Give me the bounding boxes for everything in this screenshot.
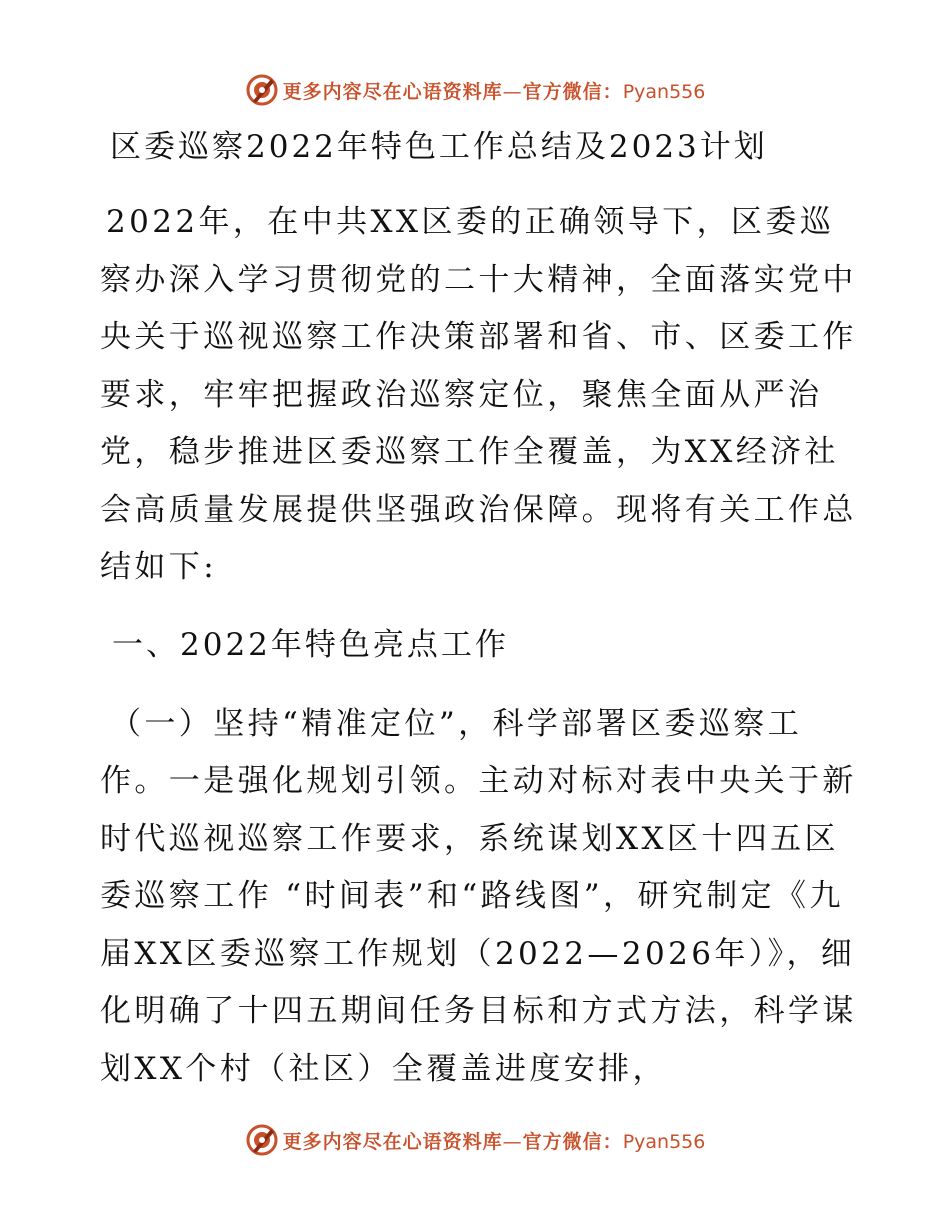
pen-logo-icon xyxy=(245,1123,279,1157)
watermark-text: 更多内容尽在心语资料库—官方微信：Pyan556 xyxy=(282,1130,706,1153)
document-body xyxy=(100,122,860,1098)
watermark-banner-top xyxy=(0,70,950,110)
section-heading: 一、2022年特色亮点工作 xyxy=(112,626,509,663)
section-paragraph: （一）坚持“精准定位”，科学部署区委巡察工作。一是强化规划引领。主动对标对表中央关于新时代巡视巡察工作要求，系统谋划XX区十四五区委巡察工作 “时间表”和“路线图”，研究制定《九届XX区委巡察工作规划（2022—2026年）》，细化明确了十四五期间任务目标和方式方法，科学谋划XX个村（社区）全覆盖进度安排， xyxy=(100,705,857,1087)
watermark-banner-bottom xyxy=(0,1120,950,1160)
pen-logo-icon xyxy=(245,73,279,107)
document-title: 区委巡察2022年特色工作总结及2023计划 xyxy=(110,129,768,165)
intro-paragraph: 2022年，在中共XX区委的正确领导下，区委巡察办深入学习贯彻党的二十大精神，全面落实党中央关于巡视巡察工作决策部署和省、市、区委工作要求，牢牢把握政治巡察定位，聚焦全面从严治党，稳步推进区委巡察工作全覆盖，为XX经济社会高质量发展提供坚强政治保障。现将有关工作总结如下: xyxy=(100,204,857,585)
watermark-text: 更多内容尽在心语资料库—官方微信：Pyan556 xyxy=(282,80,706,103)
